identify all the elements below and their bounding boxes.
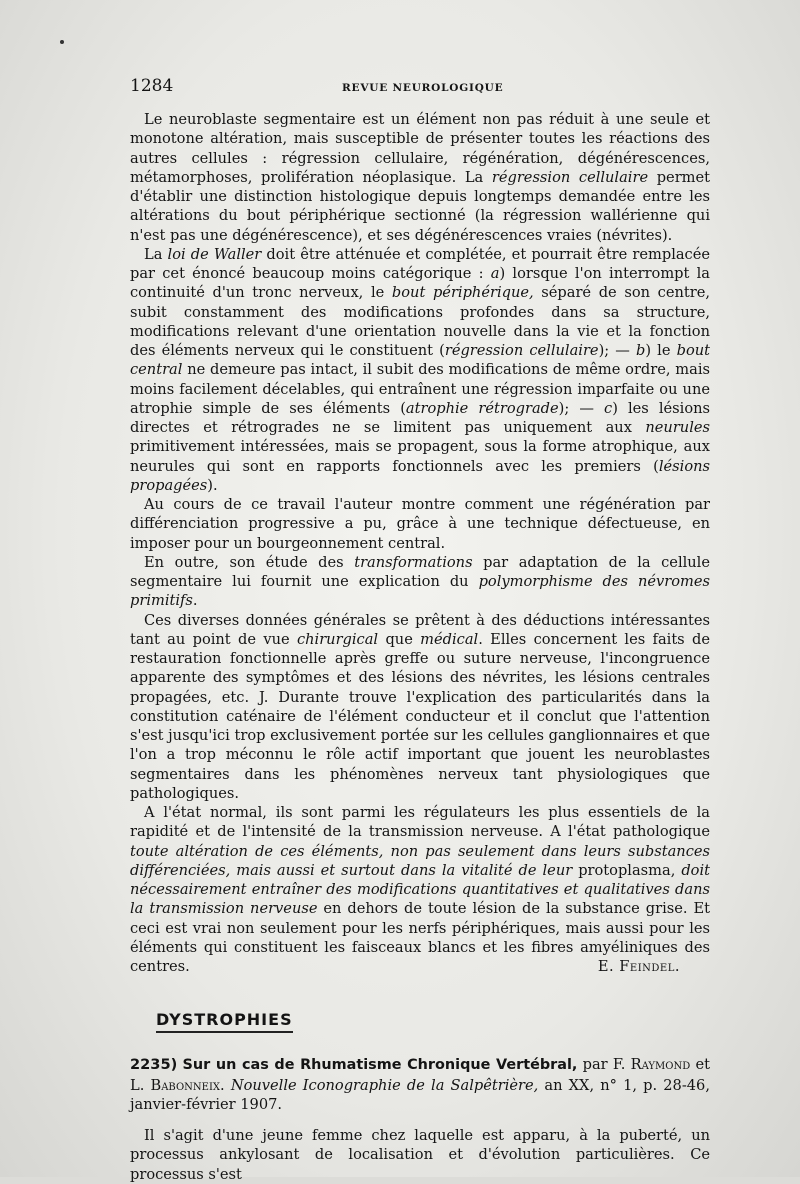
italic-term: chirurgical xyxy=(296,630,379,648)
text: ne demeure pas intact, il subit des modifications de même ordre, mais moins facilement décelables, qui entraînent une régression imparfaite ou une atrophie simple de ses éléments ( xyxy=(130,361,710,417)
text: ) les lésions directes et rétrogrades ne se limitent pas uniquement aux xyxy=(130,399,711,436)
italic-term: régression cellulaire xyxy=(444,342,599,359)
text: primitivement intéressées, mais se propagent, sous la forme atrophique, aux neurules qui sont en rapports fonctionnels avec les premiers ( xyxy=(130,438,710,475)
text: ). xyxy=(207,476,218,494)
italic-term: régression cellulaire xyxy=(491,168,649,186)
italic-term: a xyxy=(490,265,500,282)
text: . Elles concernent les faits de restauration fonctionnelle après greffe ou suture nerveuse, l'incongruence apparente des symptômes et des lésions des névrites, les lésions centrales propagées, etc. J. Durante trouve l'explication des particularités dans la constitution caténaire de l'élément conducteur et il conclut que l'attention s'est jusqu'ici trop exclusivement portée sur les cellules ganglionnaires et que l'on a trop méconnu le rôle actif important que jouent les neuroblastes segmentaires dans les phénomènes nerveux tant physiologiques que pathologiques. xyxy=(130,630,710,802)
italic-term: polymorphisme des névromes primitifs xyxy=(130,573,710,610)
paragraph xyxy=(130,495,710,553)
paragraph xyxy=(130,245,710,495)
text: par xyxy=(577,1056,613,1074)
italic-term: bout périphérique, xyxy=(391,284,534,302)
text: permet d'établir une distinction histologique depuis longtemps demandée entre les altérations du bout périphérique sectionné (la régression wallérienne qui n'est pas une dégénérescence), et ses dégénérescences vraies (névrites). xyxy=(130,168,711,244)
text: ); — xyxy=(598,342,637,359)
text: ) le xyxy=(645,342,677,359)
text: an XX, n° 1, p. 28-46, janvier-février 1907. xyxy=(130,1076,710,1113)
text: protoplasma, xyxy=(572,861,682,879)
author-name: F. Raymond xyxy=(612,1056,691,1074)
text: doit être atténuée et complétée, et pourrait être remplacée par cet énoncé beaucoup moins catégorique : xyxy=(130,245,711,282)
text: séparé de son centre, subit constamment des modifications profondes dans sa structure, modifications relevant d'une orientation nouvelle dans la vie et la fonction des éléments nerveux qui le constituent ( xyxy=(130,284,710,359)
entry-number: 2235) xyxy=(130,1056,178,1074)
text: Le neuroblaste segmentaire est un élément non pas réduit à une seule et monotone altération, mais susceptible de présenter toutes les réactions des autres cellules : régression cellulaire, régénération, dégénérescences, métamorphoses, prolifération néoplasique. La xyxy=(130,111,710,186)
italic-term: atrophie rétrograde xyxy=(405,399,559,417)
text: ) lorsque l'on interrompt la continuité d'un tronc nerveux, le xyxy=(130,265,710,302)
text: ); — xyxy=(558,399,605,417)
journal-name: Nouvelle Iconographie de la Salpêtrière, xyxy=(230,1076,539,1094)
text: que xyxy=(378,630,421,648)
text: Il s'agit d'une jeune femme chez laquelle est apparu, à la puberté, un processus ankylosant de localisation et d'évolution particulières. Ce processus s'est xyxy=(130,1127,710,1183)
text: et xyxy=(690,1056,710,1074)
text: A l'état normal, ils sont parmi les régulateurs les plus essentiels de la rapidité et de l'intensité de la transmission nerveuse. A l'état pathologique xyxy=(130,804,710,841)
italic-term: bout central xyxy=(130,342,711,379)
italic-term: c xyxy=(604,399,613,417)
paragraph xyxy=(130,1126,710,1184)
reviewer-signature: E. Feindel. xyxy=(597,958,680,975)
paragraph xyxy=(130,553,710,611)
italic-term: b xyxy=(636,342,646,359)
text: . xyxy=(220,1076,231,1094)
running-header xyxy=(130,76,710,98)
italic-term: neurules xyxy=(645,419,710,436)
text: Ces diverses données générales se prêtent à des déductions intéressantes tant au point de vue xyxy=(130,611,710,648)
text: Au cours de ce travail l'auteur montre comment une régénération par différenciation progressive a pu, grâce à une technique défectueuse, en imposer pour un bourgeonnement central. xyxy=(130,496,710,552)
text: En outre, son étude des xyxy=(144,553,355,571)
author-name: L. Babonneix xyxy=(130,1076,221,1094)
ink-speck xyxy=(60,40,64,44)
italic-term: doit nécessairement entraîner des modifications quantitatives et qualitatives dans la transmission nerveuse xyxy=(130,861,710,918)
italic-term: médical xyxy=(420,630,479,648)
text: . xyxy=(192,592,198,610)
paragraph xyxy=(130,611,710,804)
entry-citation xyxy=(130,1055,710,1114)
paragraph xyxy=(130,803,710,976)
running-title: REVUE NEUROLOGIQUE xyxy=(342,82,504,94)
text: par adaptation de la cellule segmentaire lui fournit une explication du xyxy=(130,553,710,590)
italic-term: toute altération de ces éléments, non pas seulement dans leurs substances différenciées, mais aussi et surtout dans la vitalité de leur xyxy=(130,842,710,879)
bibliographic-entry xyxy=(130,1055,710,1114)
page-number: 1284 xyxy=(130,76,174,96)
italic-term: transformations xyxy=(354,553,473,571)
paragraph xyxy=(130,110,710,245)
italic-term: lésions propagées xyxy=(130,457,710,494)
italic-term: loi de Waller xyxy=(167,245,262,263)
entry-title: Sur un cas de Rhumatisme Chronique Vertébral, xyxy=(182,1057,578,1074)
text: La xyxy=(144,245,168,263)
section-heading: DYSTROPHIES xyxy=(156,1010,293,1033)
text: en dehors de toute lésion de la substance grise. Et ceci est vrai non seulement pour les nerfs périphériques, mais aussi pour les éléments qui constituent les faisceaux blancs et les fibres amyéliniques des centres. xyxy=(130,900,710,975)
